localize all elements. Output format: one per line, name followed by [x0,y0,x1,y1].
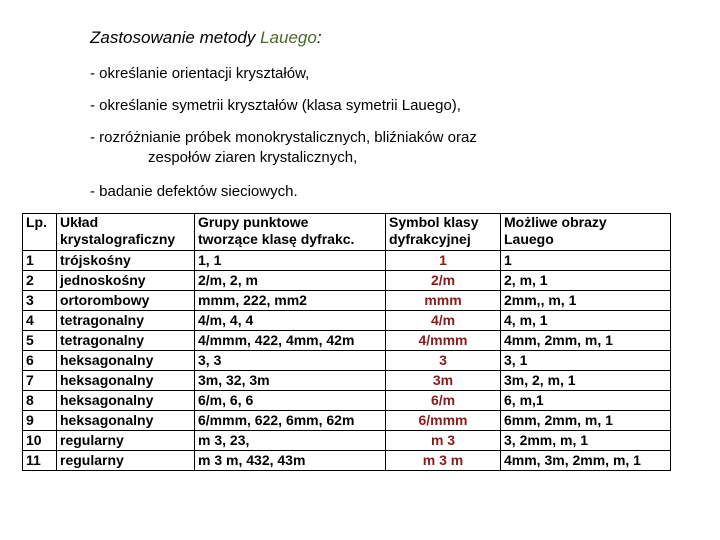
cell-laue: 4mm, 3m, 2mm, m, 1 [501,451,671,471]
cell-system: heksagonalny [57,411,195,431]
cell-laue: 4mm, 2mm, m, 1 [501,331,671,351]
cell-symbol: 4/mmm [386,331,501,351]
table-row [23,371,671,391]
bullet-orientation: - określanie orientacji kryształów, [90,65,310,82]
table-header-row [23,214,671,251]
cell-lp: 9 [23,411,57,431]
cell-groups: 6/m, 6, 6 [195,391,386,411]
bullet-defects: - badanie defektów sieciowych. [90,183,298,200]
cell-symbol: 1 [386,251,501,271]
cell-lp: 5 [23,331,57,351]
table-row [23,271,671,291]
header-laue: Możliwe obrazy Lauego [501,214,671,251]
cell-system: regularny [57,431,195,451]
header-groups: Grupy punktowe tworzące klasę dyfrakc. [195,214,386,251]
cell-groups: m 3 m, 432, 43m [195,451,386,471]
cell-symbol: m 3 m [386,451,501,471]
cell-symbol: 6/m [386,391,501,411]
table-row [23,311,671,331]
table-row [23,251,671,271]
cell-groups: 3, 3 [195,351,386,371]
cell-symbol: 4/m [386,311,501,331]
page-title: Zastosowanie metody Lauego: [90,28,322,47]
cell-system: heksagonalny [57,371,195,391]
cell-laue: 2, m, 1 [501,271,671,291]
cell-groups: 3m, 32, 3m [195,371,386,391]
cell-symbol: 3m [386,371,501,391]
cell-system: ortorombowy [57,291,195,311]
table-row [23,331,671,351]
cell-groups: mmm, 222, mm2 [195,291,386,311]
header-lp: Lp. [23,214,57,251]
cell-lp: 3 [23,291,57,311]
bullet-symmetry: - określanie symetrii kryształów (klasa symetrii Lauego), [90,97,461,114]
cell-symbol: 2/m [386,271,501,291]
cell-lp: 1 [23,251,57,271]
header-system: Układ krystalograficzny [57,214,195,251]
cell-laue: 6, m,1 [501,391,671,411]
table-row [23,351,671,371]
cell-laue: 3, 1 [501,351,671,371]
cell-laue: 6mm, 2mm, m, 1 [501,411,671,431]
cell-groups: m 3, 23, [195,431,386,451]
cell-laue: 4, m, 1 [501,311,671,331]
cell-system: jednoskośny [57,271,195,291]
cell-lp: 6 [23,351,57,371]
laue-classes-table [22,213,671,471]
cell-laue: 1 [501,251,671,271]
cell-system: heksagonalny [57,391,195,411]
cell-lp: 2 [23,271,57,291]
cell-symbol: m 3 [386,431,501,451]
cell-groups: 2/m, 2, m [195,271,386,291]
cell-lp: 7 [23,371,57,391]
title-highlight: Lauego [260,28,317,47]
table-row [23,391,671,411]
table-row [23,291,671,311]
cell-system: trójskośny [57,251,195,271]
cell-system: tetragonalny [57,311,195,331]
cell-system: regularny [57,451,195,471]
header-symbol: Symbol klasy dyfrakcyjnej [386,214,501,251]
cell-symbol: 6/mmm [386,411,501,431]
bullet-distinguish: - rozróżnianie próbek monokrystalicznych, bliźniaków oraz zespołów ziaren krystalicznych, [90,129,477,166]
cell-groups: 1, 1 [195,251,386,271]
cell-system: tetragonalny [57,331,195,351]
cell-lp: 8 [23,391,57,411]
cell-groups: 6/mmm, 622, 6mm, 62m [195,411,386,431]
cell-lp: 10 [23,431,57,451]
cell-symbol: 3 [386,351,501,371]
cell-lp: 11 [23,451,57,471]
table-row [23,411,671,431]
table-row [23,431,671,451]
cell-system: heksagonalny [57,351,195,371]
cell-groups: 4/m, 4, 4 [195,311,386,331]
cell-lp: 4 [23,311,57,331]
cell-laue: 3, 2mm, m, 1 [501,431,671,451]
cell-groups: 4/mmm, 422, 4mm, 42m [195,331,386,351]
cell-symbol: mmm [386,291,501,311]
table-row [23,451,671,471]
cell-laue: 2mm,, m, 1 [501,291,671,311]
cell-laue: 3m, 2, m, 1 [501,371,671,391]
